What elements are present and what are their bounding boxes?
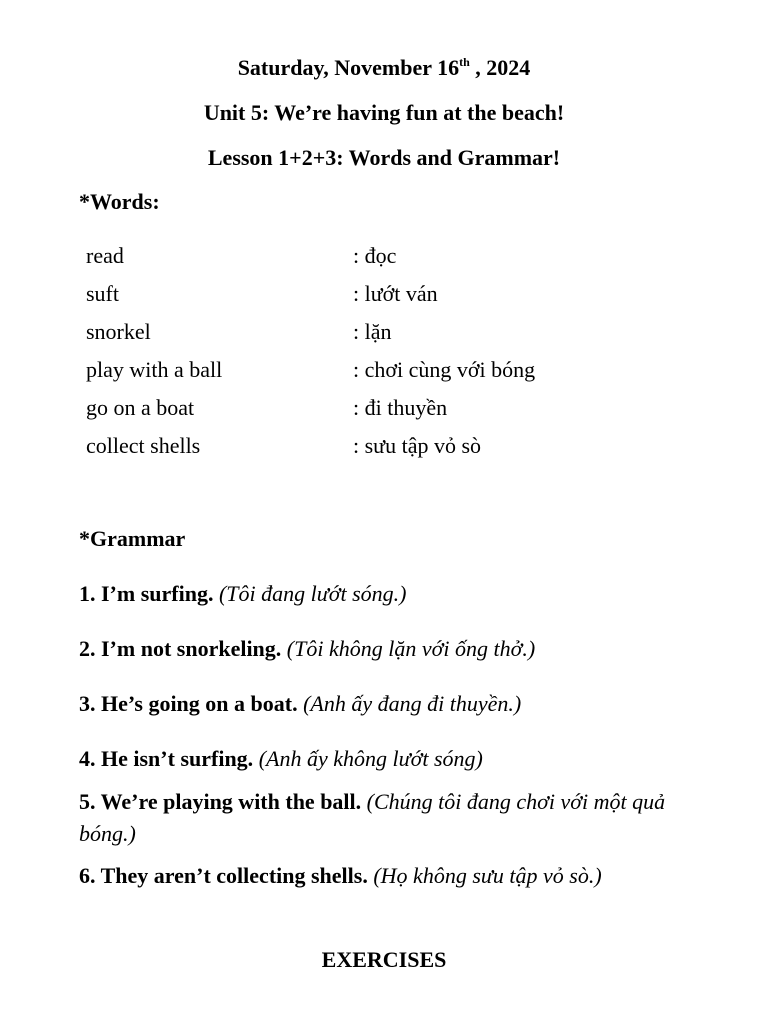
sentence-english: 5. We’re playing with the ball. <box>79 789 362 814</box>
sentence-translation: (Tôi không lặn với ống thở.) <box>286 636 536 661</box>
vocab-row <box>0 280 768 310</box>
sentence-english: 1. I’m surfing. <box>79 581 214 606</box>
vocab-vietnamese: : sưu tập vỏ sò <box>353 433 482 458</box>
words-heading: *Words: <box>79 189 160 214</box>
date-prefix: Saturday, November 16 <box>237 55 460 80</box>
vocab-english: collect shells <box>86 433 201 458</box>
grammar-sentence <box>79 633 689 665</box>
vocab-vietnamese: : đi thuyền <box>353 395 448 420</box>
vocab-row <box>0 318 768 348</box>
sentence-translation: (Tôi đang lướt sóng.) <box>218 581 407 606</box>
vocab-english: snorkel <box>86 319 151 344</box>
vocab-vietnamese: : lặn <box>353 319 392 344</box>
lesson-title: Lesson 1+2+3: Words and Grammar! <box>207 145 561 170</box>
grammar-sentence <box>79 786 689 850</box>
sentence-translation: (Anh ấy đang đi thuyền.) <box>303 691 522 716</box>
sentence-translation: (Anh ấy không lướt sóng) <box>258 746 483 771</box>
grammar-sentence <box>79 578 689 610</box>
vocab-vietnamese: : chơi cùng với bóng <box>353 357 536 382</box>
vocab-row <box>0 432 768 462</box>
sentence-translation: (Họ không sưu tập vỏ sò.) <box>373 863 602 888</box>
sentence-english: 3. He’s going on a boat. <box>79 691 298 716</box>
grammar-sentence <box>79 743 689 775</box>
vocab-english: go on a boat <box>86 395 195 420</box>
sentence-english: 2. I’m not snorkeling. <box>79 636 282 661</box>
date-ordinal-suffix: th <box>459 55 470 69</box>
vocab-english: suft <box>86 281 119 306</box>
vocab-row <box>0 242 768 272</box>
grammar-heading: *Grammar <box>79 526 186 551</box>
date-year: , 2024 <box>469 55 531 80</box>
sentence-english: 6. They aren’t collecting shells. <box>79 863 368 888</box>
date-line <box>0 54 768 82</box>
vocab-row <box>0 394 768 424</box>
sentence-english: 4. He isn’t surfing. <box>79 746 254 771</box>
sentence-translation: (Chúng tôi đang chơi với một quả bóng.) <box>79 789 666 846</box>
grammar-sentence <box>79 860 719 892</box>
unit-title: Unit 5: We’re having fun at the beach! <box>203 100 565 125</box>
vocab-vietnamese: : lướt ván <box>353 281 438 306</box>
vocab-row <box>0 356 768 386</box>
grammar-sentence <box>79 688 689 720</box>
exercises-heading: EXERCISES <box>321 947 447 972</box>
vocab-english: play with a ball <box>86 357 223 382</box>
vocab-vietnamese: : đọc <box>353 243 397 268</box>
vocab-english: read <box>86 243 124 268</box>
